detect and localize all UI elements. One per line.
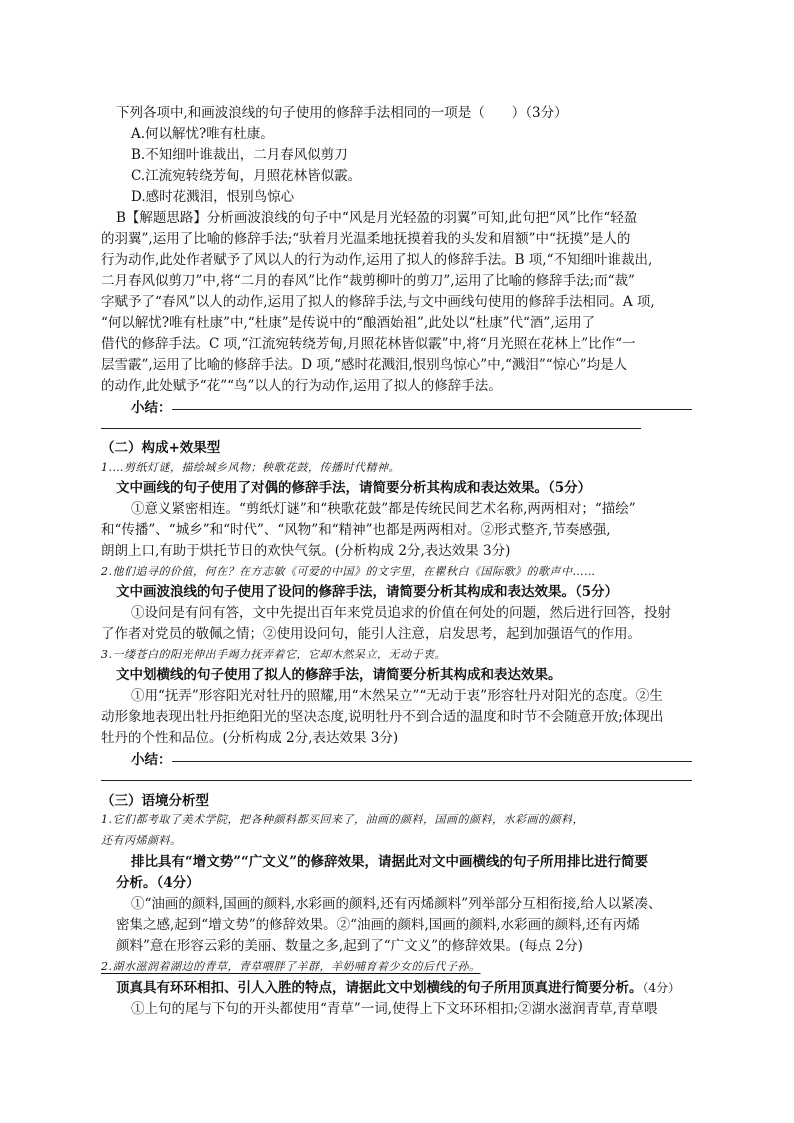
answer-line: 二月春风似剪刀”中,将“二月的春风”比作“裁剪柳叶的剪刀”,运用了比喻的修辞手法;而“裁” bbox=[101, 273, 635, 289]
answer-line: 借代的修辞手法。C 项,“江流宛转绕芳甸,月照花林皆似霰”中,将“月光照在花林上”比作“一 bbox=[101, 336, 636, 352]
answer-line: 密集之感,起到“增文势”的修辞效果。②“油画的颜料,国画的颜料,水彩画的颜料,还有丙烯 bbox=[116, 917, 640, 933]
summary-label: 小结： bbox=[131, 400, 172, 416]
question-prompt-text: 顶真具有环环相扣、引人入胜的特点，请据此文中划横线的句子所用顶真进行简要分析。 bbox=[116, 980, 643, 996]
question-prompt: 排比具有“增文势”“广文义”的修辞效果，请据此对文中画横线的句子所用排比进行简要 bbox=[131, 854, 649, 870]
summary-label: 小结： bbox=[131, 752, 172, 768]
answer-line: ①用“抚弄”形容阳光对牡丹的照耀,用“木然呆立”“无动于衷”形容牡丹对阳光的态度。②生 bbox=[131, 688, 663, 704]
answer-line: 层雪霰”,运用了比喻的修辞手法。D 项,“感时花溅泪,恨别鸟惊心”中,“溅泪”“惊心”均是人 bbox=[101, 357, 628, 373]
answer-line: ①上句的尾与下句的开头都使用“青草”一词,使得上下文环环相扣;②湖水滋润青草,青草喂 bbox=[131, 1001, 658, 1017]
option-d: D.感时花溅泪，恨别鸟惊心 bbox=[131, 189, 295, 205]
divider bbox=[101, 780, 692, 781]
source-sentence: 2.他们追寻的价值，何在？在方志敏《可爱的中国》的文字里，在瞿秋白《国际歌》的歌声中…… bbox=[101, 565, 596, 578]
section-title: （三）语境分析型 bbox=[101, 793, 209, 809]
question-prompt bbox=[116, 978, 680, 998]
answer-line: 牡丹的个性和品位。(分析构成 2分,表达效果 3分) bbox=[101, 730, 399, 746]
source-sentence: 3.一缕苍白的阳光伸出手竭力抚弄着它，它却木然呆立，无动于衷。 bbox=[101, 648, 446, 661]
answer-line: ①“油画的颜料,国画的颜料,水彩画的颜料,还有丙烯颜料”列举部分互相衔接,给人以紧凑、 bbox=[131, 896, 662, 912]
section-title: （二）构成+效果型 bbox=[101, 440, 221, 456]
answer-line: 动形象地表现出牡丹拒绝阳光的坚决态度,说明牡丹不到合适的温度和时节不会随意开放;体现出 bbox=[101, 709, 664, 725]
answer-line: 字赋予了“春风”以人的动作,运用了拟人的修辞手法,与文中画线句使用的修辞手法相同。A 项, bbox=[101, 294, 655, 310]
question-prompt: 文中画波浪线的句子使用了设问的修辞手法，请简要分析其构成和表达效果。（5分） bbox=[116, 584, 619, 600]
question-prompt: 分析。（4分） bbox=[116, 875, 200, 891]
option-c: C.江流宛转绕芳甸，月照花林皆似霰。 bbox=[131, 168, 362, 184]
divider bbox=[101, 428, 641, 429]
answer-line: 朗朗上口,有助于烘托节日的欢快气氛。(分析构成 2分,表达效果 3分) bbox=[101, 543, 511, 559]
question-prompt: 文中划横线的句子使用了拟人的修辞手法，请简要分析其构成和表达效果。 bbox=[116, 667, 562, 683]
answer-line: 了作者对党员的敬佩之情；②使用设问句，能引人注意，启发思考，起到加强语气的作用。 bbox=[101, 626, 641, 642]
summary-blank-line bbox=[172, 761, 692, 762]
question-prompt: 文中画线的句子使用了对偶的修辞手法，请简要分析其构成和表达效果。（5分） bbox=[116, 480, 592, 496]
source-sentence: 还有丙烯颜料。 bbox=[101, 834, 182, 847]
answer-line: 行为动作,此处作者赋予了风以人的行为动作,运用了拟人的修辞手法。B 项,“不知细叶谁裁出, bbox=[101, 252, 653, 268]
question-text: 下列各项中,和画波浪线的句子使用的修辞手法相同的一项是（ ）（3分） bbox=[116, 105, 568, 121]
question-score: （4分） bbox=[642, 981, 681, 995]
option-b: B.不知细叶谁裁出，二月春风似剪刀 bbox=[131, 147, 348, 163]
answer-line: ①意义紧密相连。“剪纸灯谜”和“秧歌花鼓”都是传统民间艺术名称,两两相对；“描绘” bbox=[131, 501, 636, 517]
option-a: A.何以解忧?唯有杜康。 bbox=[131, 126, 274, 142]
answer-line: 的动作,此处赋予“花”“鸟”以人的行为动作,运用了拟人的修辞手法。 bbox=[101, 378, 502, 394]
answer-line: 颜料”意在形容云彩的美丽、数量之多,起到了“广文义”的修辞效果。(每点 2分) bbox=[116, 938, 583, 954]
source-sentence: 1.…剪纸灯谜，描绘城乡风物；秧歌花鼓，传播时代精神。 bbox=[101, 461, 400, 474]
source-sentence: 1.它们都考取了美术学院，把各种颜料都买回来了，油画的颜料，国画的颜料，水彩画的颜料， bbox=[101, 813, 584, 826]
summary-blank-line bbox=[172, 409, 692, 410]
answer-line: 的羽翼”,运用了比喻的修辞手法;“驮着月光温柔地抚摸着我的头发和眉额”中“抚摸”是人的 bbox=[101, 231, 631, 247]
answer-line: 和“传播”、“城乡”和“时代”、“风物”和“精神”也都是两两相对。②形式整齐,节奏感强, bbox=[101, 522, 611, 538]
answer-line: B【解题思路】分析画波浪线的句子中“风是月光轻盈的羽翼”可知,此句把“风”比作“轻盈 bbox=[116, 210, 638, 226]
answer-line: ①设问是有问有答，文中先提出百年来党员追求的价值在何处的问题，然后进行回答，投射 bbox=[131, 605, 671, 621]
answer-line: “何以解忧?唯有杜康”中,“杜康”是传说中的“酿酒始祖”,此处以“杜康”代“酒”,运用了 bbox=[101, 315, 596, 331]
source-sentence: 2.湖水滋润着湖边的青草，青草喂胖了羊群，羊奶哺育着少女的后代子孙。 bbox=[101, 960, 481, 973]
